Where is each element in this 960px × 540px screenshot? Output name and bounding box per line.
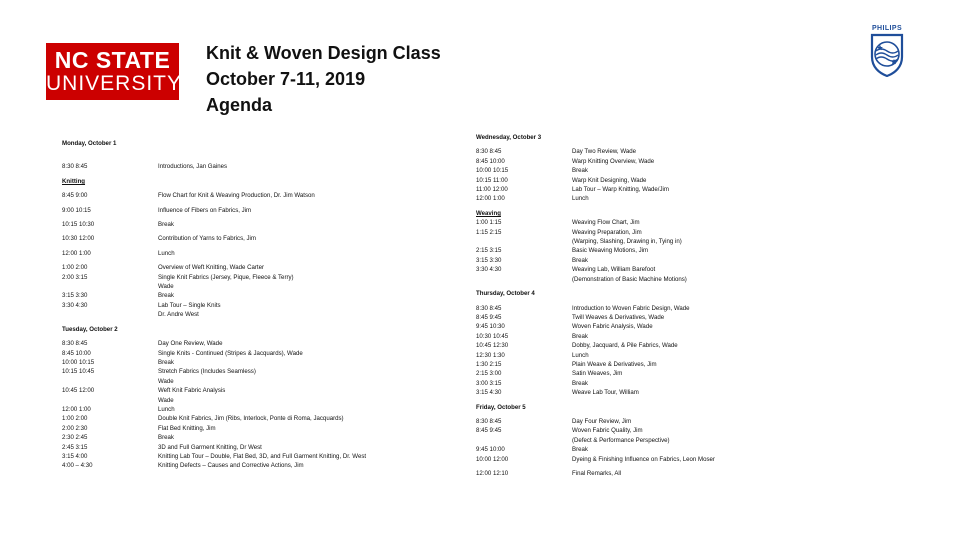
agenda-time (62, 377, 158, 386)
agenda-activity: Single Knit Fabrics (Jersey, Pique, Fleece & Terry) (158, 273, 294, 281)
agenda-row (62, 282, 432, 291)
agenda-row (62, 443, 432, 452)
agenda-time: 3:15 3:30 (476, 256, 502, 264)
agenda-row (62, 424, 432, 433)
agenda-activity: Dobby, Jacquard, & Pile Fabrics, Wade (572, 342, 678, 350)
agenda-row (476, 341, 896, 350)
agenda-activity: Break (572, 379, 588, 387)
agenda-row (62, 263, 432, 272)
agenda-time (62, 282, 158, 291)
agenda-time: 1:15 2:15 (476, 228, 502, 236)
day-heading: Thursday, October 4 (476, 290, 535, 298)
agenda-time: 8:45 9:45 (476, 427, 502, 435)
agenda-time: 3:15 3:30 (62, 292, 88, 300)
agenda-row (62, 461, 432, 470)
agenda-time (62, 310, 158, 319)
agenda-row (62, 396, 432, 405)
agenda-time: 2:45 3:15 (62, 443, 88, 451)
agenda-time: 12:00 1:00 (62, 249, 91, 257)
day-heading: Tuesday, October 2 (62, 325, 118, 333)
agenda-time: 8:30 8:45 (476, 417, 502, 425)
agenda-time: 1:00 1:15 (476, 219, 502, 227)
agenda-activity: Dyeing & Finishing Influence on Fabrics, Leon Moser (572, 455, 715, 463)
agenda-row (62, 377, 432, 386)
agenda-time: 10:45 12:00 (62, 387, 95, 395)
agenda-row (476, 218, 896, 227)
agenda-row (62, 310, 432, 319)
agenda-activity: Flat Bed Knitting, Jim (158, 424, 216, 432)
agenda-time (476, 237, 572, 246)
agenda-time: 1:00 2:00 (62, 415, 88, 423)
agenda-time: 8:30 8:45 (62, 163, 88, 171)
agenda-activity: Final Remarks, All (572, 470, 622, 477)
agenda-activity: Plain Weave & Derivatives, Jim (572, 360, 657, 368)
agenda-row (62, 414, 432, 423)
agenda-activity: Basic Weaving Motions, Jim (572, 247, 649, 255)
agenda-row (476, 455, 896, 464)
agenda-time: 10:15 10:30 (62, 221, 95, 229)
agenda-time: 3:30 4:30 (62, 301, 88, 309)
agenda-time: 10:00 12:00 (476, 455, 509, 463)
agenda-activity: Weft Knit Fabric Analysis (158, 387, 226, 395)
day-heading: Friday, October 5 (476, 403, 526, 411)
agenda-activity: Lab Tour – Warp Knitting, Wade/Jim (572, 186, 669, 194)
agenda-row (62, 452, 432, 461)
section-heading: Knitting (62, 177, 86, 185)
agenda-time: 10:30 10:45 (476, 332, 509, 340)
agenda-row (476, 436, 896, 445)
agenda-row (62, 234, 432, 243)
agenda-time: 10:15 10:45 (62, 368, 95, 376)
agenda-time: 1:00 2:00 (62, 264, 88, 272)
agenda-time: 12:00 1:00 (476, 195, 505, 203)
agenda-activity: Break (572, 167, 588, 175)
agenda-row (62, 191, 432, 200)
agenda-row (476, 166, 896, 175)
agenda-row (62, 273, 432, 282)
agenda-activity: Stretch Fabrics (Includes Seamless) (158, 368, 256, 376)
agenda-row (476, 322, 896, 331)
agenda-row (476, 256, 896, 265)
agenda-row (476, 237, 896, 246)
agenda-row (476, 228, 896, 237)
agenda-row (476, 176, 896, 185)
agenda-time: 8:30 8:45 (62, 340, 88, 348)
agenda-activity: Woven Fabric Analysis, Wade (572, 323, 653, 331)
agenda-row (62, 301, 432, 310)
agenda-time: 9:45 10:30 (476, 323, 505, 331)
agenda-time: 8:45 9:45 (476, 313, 502, 321)
agenda-activity: Single Knits - Continued (Stripes & Jacquards), Wade (158, 349, 303, 357)
agenda-activity: Wade (158, 396, 174, 404)
agenda-activity: Dr. Andre West (158, 311, 199, 319)
agenda-activity: Lab Tour – Single Knits (158, 301, 221, 309)
agenda-row (476, 304, 896, 313)
agenda-activity: Contribution of Yarns to Fabrics, Jim (158, 235, 256, 243)
agenda-time: 10:00 10:15 (476, 167, 509, 175)
agenda-activity: Lunch (572, 351, 589, 359)
agenda-row (476, 265, 896, 274)
agenda-right-column (476, 133, 896, 478)
agenda-time: 10:45 12:30 (476, 342, 509, 350)
agenda-row (476, 185, 896, 194)
agenda-activity: Weaving Preparation, Jim (572, 228, 642, 236)
agenda-activity: Double Knit Fabrics, Jim (Ribs, Interlock, Ponte di Roma, Jacquards) (158, 415, 344, 423)
agenda-activity: Wade (158, 283, 174, 291)
agenda-time: 1:30 2:15 (476, 360, 502, 368)
agenda-row (62, 249, 432, 258)
agenda-activity: Day One Review, Wade (158, 340, 223, 348)
agenda-row (62, 433, 432, 442)
agenda-time: 2:00 3:15 (62, 273, 88, 281)
agenda-time: 8:30 8:45 (476, 304, 502, 312)
agenda-time: 3:15 4:00 (62, 452, 88, 460)
philips-shield-icon (869, 33, 905, 77)
day-heading: Wednesday, October 3 (476, 134, 542, 141)
agenda-activity: Warp Knitting Overview, Wade (572, 157, 655, 165)
agenda-activity: 3D and Full Garment Knitting, Dr West (158, 443, 262, 451)
title-line-1: Knit & Woven Design Class (206, 43, 441, 63)
agenda-activity: Introduction to Woven Fabric Design, Wade (572, 304, 690, 312)
agenda-time: 12:00 12:10 (476, 470, 509, 477)
agenda-row (62, 220, 432, 229)
agenda-row (476, 417, 896, 426)
agenda-time: 12:30 1:30 (476, 351, 505, 359)
logo-line-2: UNIVERSITY (46, 72, 183, 95)
agenda-time: 3:15 4:30 (476, 389, 502, 397)
agenda-activity: Break (158, 292, 174, 300)
agenda-row (476, 147, 896, 156)
page-title (206, 40, 441, 118)
agenda-time: 2:15 3:15 (476, 247, 502, 255)
title-line-3: Agenda (206, 95, 273, 115)
agenda-activity: Day Four Review, Jim (572, 417, 632, 425)
agenda-activity: Introductions, Jan Gaines (158, 163, 228, 171)
agenda-activity: (Demonstration of Basic Machine Motions) (572, 275, 687, 283)
agenda-time: 10:15 11:00 (476, 176, 508, 184)
title-line-2: October 7-11, 2019 (206, 69, 366, 89)
agenda-time (476, 436, 572, 445)
agenda-time: 9:45 10:00 (476, 446, 505, 454)
day-heading: Monday, October 1 (62, 140, 117, 147)
agenda-time: 2:30 2:45 (62, 434, 88, 442)
agenda-activity: Break (572, 446, 588, 454)
agenda-time (476, 275, 572, 284)
agenda-activity: Warp Knit Designing, Wade (572, 176, 647, 184)
agenda-activity: Day Two Review, Wade (572, 148, 637, 156)
logo-line-1: NC STATE (54, 47, 171, 73)
agenda-time (62, 396, 158, 405)
agenda-row (62, 386, 432, 395)
agenda-time: 8:45 10:00 (62, 349, 91, 357)
agenda-activity: Knitting Lab Tour – Double, Flat Bed, 3D, and Full Garment Knitting, Dr. West (158, 452, 367, 460)
agenda-time: 8:30 8:45 (476, 148, 502, 156)
agenda-time: 3:30 4:30 (476, 266, 502, 274)
agenda-activity: (Warping, Slashing, Drawing in, Tying in) (572, 238, 682, 246)
agenda-activity: Break (572, 332, 588, 340)
agenda-activity: Weaving Flow Chart, Jim (572, 219, 640, 227)
agenda-activity: Woven Fabric Quality, Jim (572, 427, 643, 435)
agenda-activity: Twill Weaves & Derivatives, Wade (572, 313, 665, 321)
agenda-activity: Break (158, 358, 174, 366)
agenda-row (476, 351, 896, 360)
agenda-activity: Weaving Lab, William Barefoot (572, 266, 656, 274)
agenda-row (476, 157, 896, 166)
agenda-activity: Break (572, 256, 588, 264)
spacer (62, 148, 432, 162)
philips-wordmark: PHILIPS (871, 25, 903, 32)
agenda-activity: Wade (158, 377, 174, 385)
agenda-activity: Lunch (572, 195, 589, 203)
agenda-activity: Overview of Weft Knitting, Wade Carter (158, 264, 265, 272)
agenda-row (476, 360, 896, 369)
agenda-time: 8:45 10:00 (476, 157, 505, 165)
agenda-time: 11:00 12:00 (476, 186, 508, 194)
agenda-activity: Weave Lab Tour, William (572, 389, 639, 397)
agenda-row (476, 313, 896, 322)
agenda-time: 9:00 10:15 (62, 206, 91, 214)
agenda-row (62, 349, 432, 358)
agenda-row (62, 162, 432, 171)
agenda-row (476, 445, 896, 454)
agenda-time: 12:00 1:00 (62, 405, 91, 413)
agenda-activity: Influence of Fibers on Fabrics, Jim (158, 206, 252, 214)
agenda-time: 2:00 2:30 (62, 424, 88, 432)
agenda-row (62, 206, 432, 215)
agenda-time: 2:15 3:00 (476, 370, 502, 378)
agenda-left-column (62, 139, 432, 471)
agenda-row (476, 469, 896, 478)
agenda-row (476, 369, 896, 378)
agenda-row (62, 291, 432, 300)
agenda-row (476, 332, 896, 341)
agenda-row (476, 246, 896, 255)
agenda-row (476, 426, 896, 435)
agenda-time: 8:45 9:00 (62, 192, 88, 200)
agenda-row (62, 367, 432, 376)
agenda-time: 10:00 10:15 (62, 358, 95, 366)
agenda-activity: Break (158, 221, 174, 229)
agenda-row (476, 388, 896, 397)
nc-state-logo (46, 43, 183, 100)
agenda-row (476, 379, 896, 388)
agenda-time: 4:00 – 4:30 (62, 462, 93, 470)
agenda-row (62, 405, 432, 414)
agenda-row (476, 275, 896, 284)
agenda-activity: Flow Chart for Knit & Weaving Production, Dr. Jim Watson (158, 192, 315, 200)
philips-logo (866, 25, 908, 82)
agenda-activity: Knitting Defects – Causes and Corrective Actions, Jim (158, 462, 304, 470)
agenda-time: 10:30 12:00 (62, 235, 95, 243)
section-heading: Weaving (476, 209, 501, 217)
agenda-row (62, 339, 432, 348)
agenda-activity: Lunch (158, 249, 175, 257)
agenda-activity: Lunch (158, 405, 175, 413)
agenda-activity: Break (158, 434, 174, 442)
agenda-row (476, 194, 896, 203)
agenda-activity: (Defect & Performance Perspective) (572, 436, 670, 444)
agenda-time: 3:00 3:15 (476, 379, 502, 387)
agenda-activity: Satin Weaves, Jim (572, 370, 623, 378)
agenda-row (62, 358, 432, 367)
